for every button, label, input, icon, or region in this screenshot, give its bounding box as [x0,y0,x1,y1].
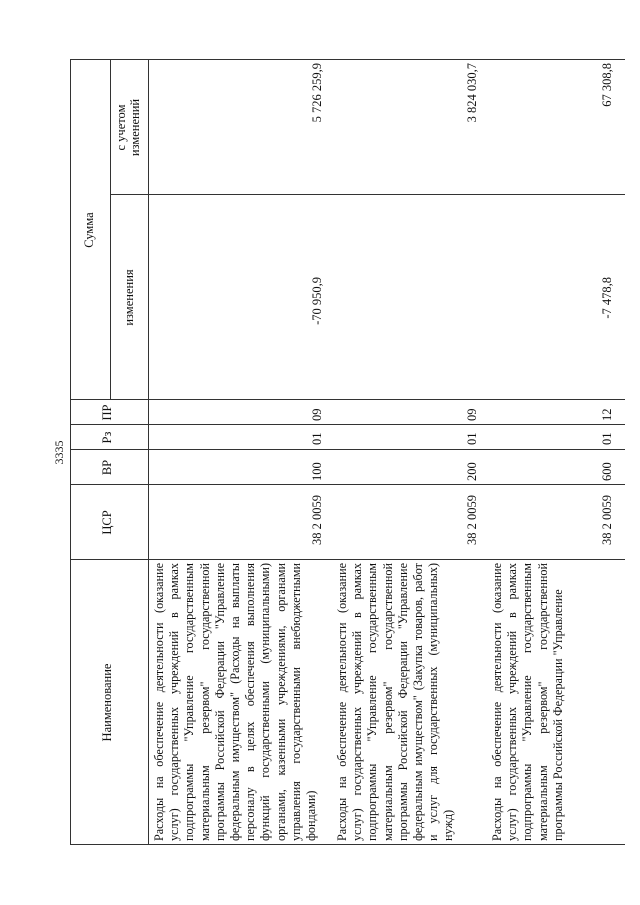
header-change: изменения [122,269,136,326]
header-bottom-line [148,60,149,845]
page-number: 3335 [52,440,66,465]
table-row-change: -7 478,8 [600,277,614,319]
table-row-vr: 600 [600,462,614,481]
table-row-total: 5 726 259,9 [310,63,324,123]
table-row-change: -70 950,9 [310,277,324,325]
header-csr: ЦСР [100,510,114,535]
table-row-rz: 01 [465,432,479,445]
table-row-csr: 38 2 0059 [310,495,324,545]
table-row-vr: 200 [465,462,479,481]
table-row-pr: 09 [310,408,324,421]
rotated-table-container [52,60,625,845]
table-border-right [70,59,625,60]
col-divider-vr [70,449,625,450]
table-row-name: Расходы на обеспечение деятельности (оказание услуг) государственных учреждений в рамках подпрограммы "Управление государственным материальным резервом" государственной программы Российской Федерации "Управление федеральным имуществом" (Закупка товаров, работ и услуг для государственных (муниципальных) нужд) [335,563,456,841]
table-row-vr: 100 [310,462,324,481]
budget-table [70,60,625,845]
table-border-left [70,844,625,845]
col-divider-name [70,559,625,560]
header-pr: ПР [100,404,114,421]
table-row-total: 67 308,8 [600,63,614,107]
table-row-csr: 38 2 0059 [465,495,479,545]
table-row-csr: 38 2 0059 [600,495,614,545]
table-row-name: Расходы на обеспечение деятельности (оказание услуг) государственных учреждений в рамках подпрограммы "Управление государственным материальным резервом" государственной программы Российской Федерации "Управление федеральным имуществом" (Расходы на выплаты персоналу в целях обеспечения выполнения функций государственными (муниципальными) органами, казенными учреждениями, органами управления государственными внебюджетными фондами) [152,563,319,841]
table-row-rz: 01 [310,432,324,445]
col-divider-change [110,194,625,195]
header-with-change-line1: с учетом [114,104,128,151]
header-vr: ВР [100,459,114,476]
header-sum: Сумма [82,212,96,248]
table-row-total: 3 824 030,7 [465,63,479,123]
col-divider-pr [70,399,625,400]
table-row-rz: 01 [600,432,614,445]
table-border-top [70,60,71,845]
header-name: Наименование [100,663,114,742]
col-divider-csr [70,484,625,485]
table-row-name: Расходы на обеспечение деятельности (оказание услуг) государственных учреждений в рамках подпрограммы "Управление государственным материальным резервом" государственной программы Российской Федерации "Управление [490,563,565,841]
table-row-pr: 09 [465,408,479,421]
sum-subheader-line [110,60,111,400]
header-with-change-line2: изменений [128,98,142,157]
col-divider-rz [70,424,625,425]
table-row-pr: 12 [600,408,614,421]
header-rz: Рз [100,431,114,444]
